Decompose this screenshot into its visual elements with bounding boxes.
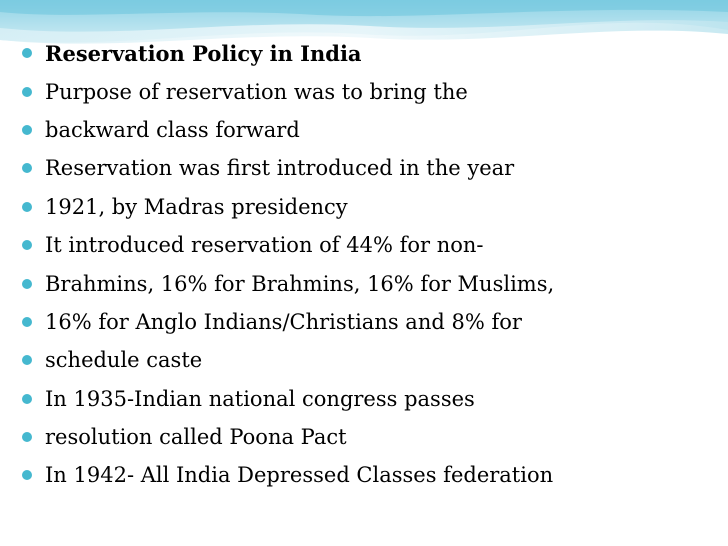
bullet-text: 16% for Anglo Indians/Christians and 8% for — [45, 309, 522, 334]
bullet-item — [22, 111, 554, 149]
bullet-item — [22, 341, 554, 379]
bullet-text: In 1935-Indian national congress passes — [45, 386, 475, 411]
bullet-point-icon — [22, 317, 32, 327]
bullet-item — [22, 34, 554, 72]
bullet-point-icon — [22, 48, 32, 58]
bullet-point-icon — [22, 470, 32, 480]
bullet-list — [22, 34, 554, 495]
bullet-point-icon — [22, 394, 32, 404]
bullet-item — [22, 456, 554, 494]
bullet-text: Purpose of reservation was to bring the — [45, 79, 468, 104]
bullet-text: Brahmins, 16% for Brahmins, 16% for Muslims, — [45, 271, 555, 296]
bullet-item — [22, 418, 554, 456]
bullet-item — [22, 188, 554, 226]
bullet-item — [22, 149, 554, 187]
bullet-text: Reservation was first introduced in the year — [45, 156, 515, 181]
bullet-text: It introduced reservation of 44% for non- — [45, 233, 484, 258]
bullet-point-icon — [22, 202, 32, 212]
bullet-item — [22, 72, 554, 110]
bullet-point-icon — [22, 240, 32, 250]
bullet-point-icon — [22, 355, 32, 365]
bullet-text: In 1942- All India Depressed Classes federation — [45, 463, 554, 488]
bullet-text: resolution called Poona Pact — [45, 425, 347, 450]
bullet-item — [22, 303, 554, 341]
bullet-text: 1921, by Madras presidency — [45, 194, 348, 219]
bullet-item — [22, 226, 554, 264]
bullet-point-icon — [22, 432, 32, 442]
bullet-item — [22, 380, 554, 418]
bullet-point-icon — [22, 163, 32, 173]
bullet-text: backward class forward — [45, 117, 300, 142]
bullet-point-icon — [22, 87, 32, 97]
bullet-point-icon — [22, 125, 32, 135]
bullet-item — [22, 264, 554, 302]
bullet-point-icon — [22, 279, 32, 289]
bullet-text: Reservation Policy in India — [45, 40, 362, 66]
bullet-text: schedule caste — [45, 348, 203, 373]
